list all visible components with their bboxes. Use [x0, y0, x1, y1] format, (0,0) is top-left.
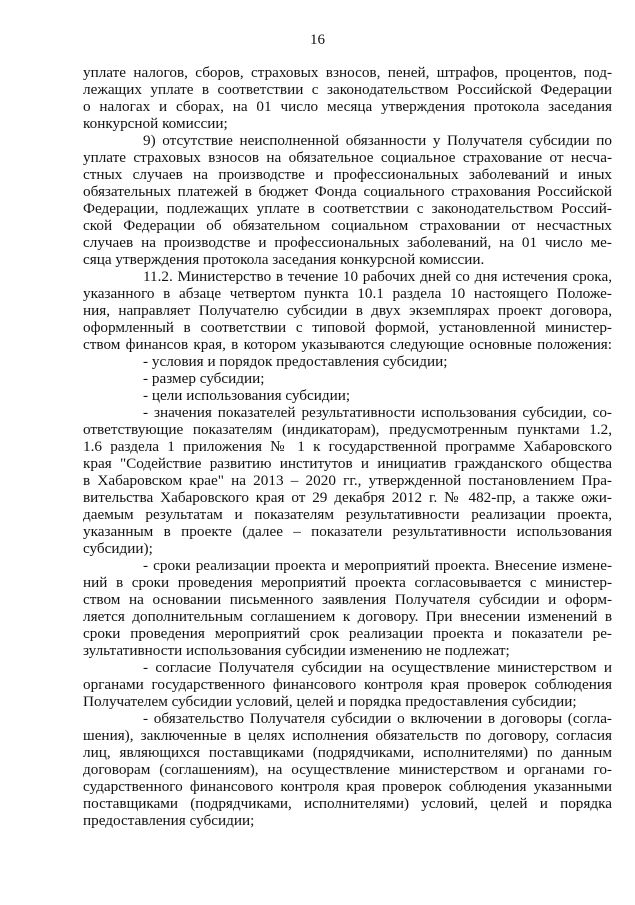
- text-line: ответствующие показателям (индикаторам), предусмотренным пунктами 1.2,: [83, 421, 612, 438]
- text-line: стных случаев на производстве и профессиональных заболеваний и иных: [83, 166, 612, 183]
- text-line: края "Содействие развитию институтов и инициатив гражданского общества: [83, 455, 612, 472]
- text-line: обязательных платежей в бюджет Фонда социального страхования Российской: [83, 183, 612, 200]
- text-line: о налогах и сборах, на 01 число месяца утверждения протокола заседания: [83, 98, 612, 115]
- text-line: случаев на производстве и профессиональных заболеваний, на 01 число ме-: [83, 234, 612, 251]
- text-line: - размер субсидии;: [143, 370, 265, 387]
- body-text: [83, 64, 612, 829]
- text-line: субсидии);: [83, 540, 153, 557]
- text-line: ством финансов края, в котором указываются следующие основные положения:: [83, 336, 612, 353]
- text-line: Федерации, подлежащих уплате в соответствии с законодательством Россий-: [83, 200, 612, 217]
- text-line: вительства Хабаровского края от 29 декабря 2012 г. № 482-пр, а также ожи-: [83, 489, 612, 506]
- text-line: ской Федерации об обязательном социальном страховании от несчастных: [83, 217, 612, 234]
- text-line: ством на основании письменного заявления Получателя субсидии и оформ-: [83, 591, 612, 608]
- text-line: лиц, являющихся поставщиками (подрядчиками, исполнителями) по данным: [83, 744, 612, 761]
- page-number: 16: [310, 32, 325, 48]
- text-line: оформленный в соответствии с типовой формой, установленной министер-: [83, 319, 612, 336]
- text-line: ляется дополнительным соглашением к договору. При внесении изменений в: [83, 608, 612, 625]
- text-line: шения), заключенные в целях исполнения обязательств по договору, согласия: [83, 727, 612, 744]
- text-line: конкурсной комиссии;: [83, 115, 228, 132]
- text-line: - сроки реализации проекта и мероприятий проекта. Внесение измене-: [143, 557, 612, 574]
- text-line: ний в сроки проведения мероприятий проекта согласовывается с министер-: [83, 574, 612, 591]
- text-line: зультативности использования субсидии изменению не подлежат;: [83, 642, 510, 659]
- text-line: уплате страховых взносов на обязательное социальное страхование от несча-: [83, 149, 612, 166]
- text-line: поставщиками (подрядчиками, исполнителями) условий, целей и порядка: [83, 795, 612, 812]
- text-line: сроки проведения мероприятий срок реализации проекта и показатели ре-: [83, 625, 612, 642]
- text-line: указанным в проекте (далее – показатели результативности использования: [83, 523, 612, 540]
- text-line: в Хабаровском крае" на 2013 – 2020 гг., утвержденной постановлением Пра-: [83, 472, 612, 489]
- text-line: уплате налогов, сборов, страховых взносов, пеней, штрафов, процентов, под-: [83, 64, 612, 81]
- text-line: 11.2. Министерство в течение 10 рабочих дней со дня истечения срока,: [143, 268, 612, 285]
- text-line: договорам (соглашениям), на осуществление министерством и органами го-: [83, 761, 612, 778]
- text-line: - условия и порядок предоставления субсидии;: [143, 353, 448, 370]
- text-line: 1.6 раздела 1 приложения № 1 к государственной программе Хабаровского: [83, 438, 612, 455]
- text-line: ния, направляет Получателю субсидии в двух экземплярах проект договора,: [83, 302, 612, 319]
- text-line: - значения показателей результативности использования субсидии, со-: [143, 404, 612, 421]
- text-line: органами государственного финансового контроля края проверок соблюдения: [83, 676, 612, 693]
- text-line: лежащих уплате в соответствии с законодательством Российской Федерации: [83, 81, 612, 98]
- text-line: предоставления субсидии;: [83, 812, 255, 829]
- text-line: - цели использования субсидии;: [143, 387, 351, 404]
- text-line: сударственного финансового контроля края проверок соблюдения указанными: [83, 778, 612, 795]
- text-line: даемым результатам и показателям результативности реализации проекта,: [83, 506, 612, 523]
- text-line: - обязательство Получателя субсидии о включении в договоры (согла-: [143, 710, 612, 727]
- text-line: - согласие Получателя субсидии на осуществление министерством и: [143, 659, 612, 676]
- text-line: Получателем субсидии условий, целей и порядка предоставления субсидии;: [83, 693, 577, 710]
- text-line: сяца утверждения протокола заседания конкурсной комиссии.: [83, 251, 485, 268]
- text-line: 9) отсутствие неисполненной обязанности у Получателя субсидии по: [143, 132, 612, 149]
- text-line: указанного в абзаце четвертом пункта 10.1 раздела 10 настоящего Положе-: [83, 285, 612, 302]
